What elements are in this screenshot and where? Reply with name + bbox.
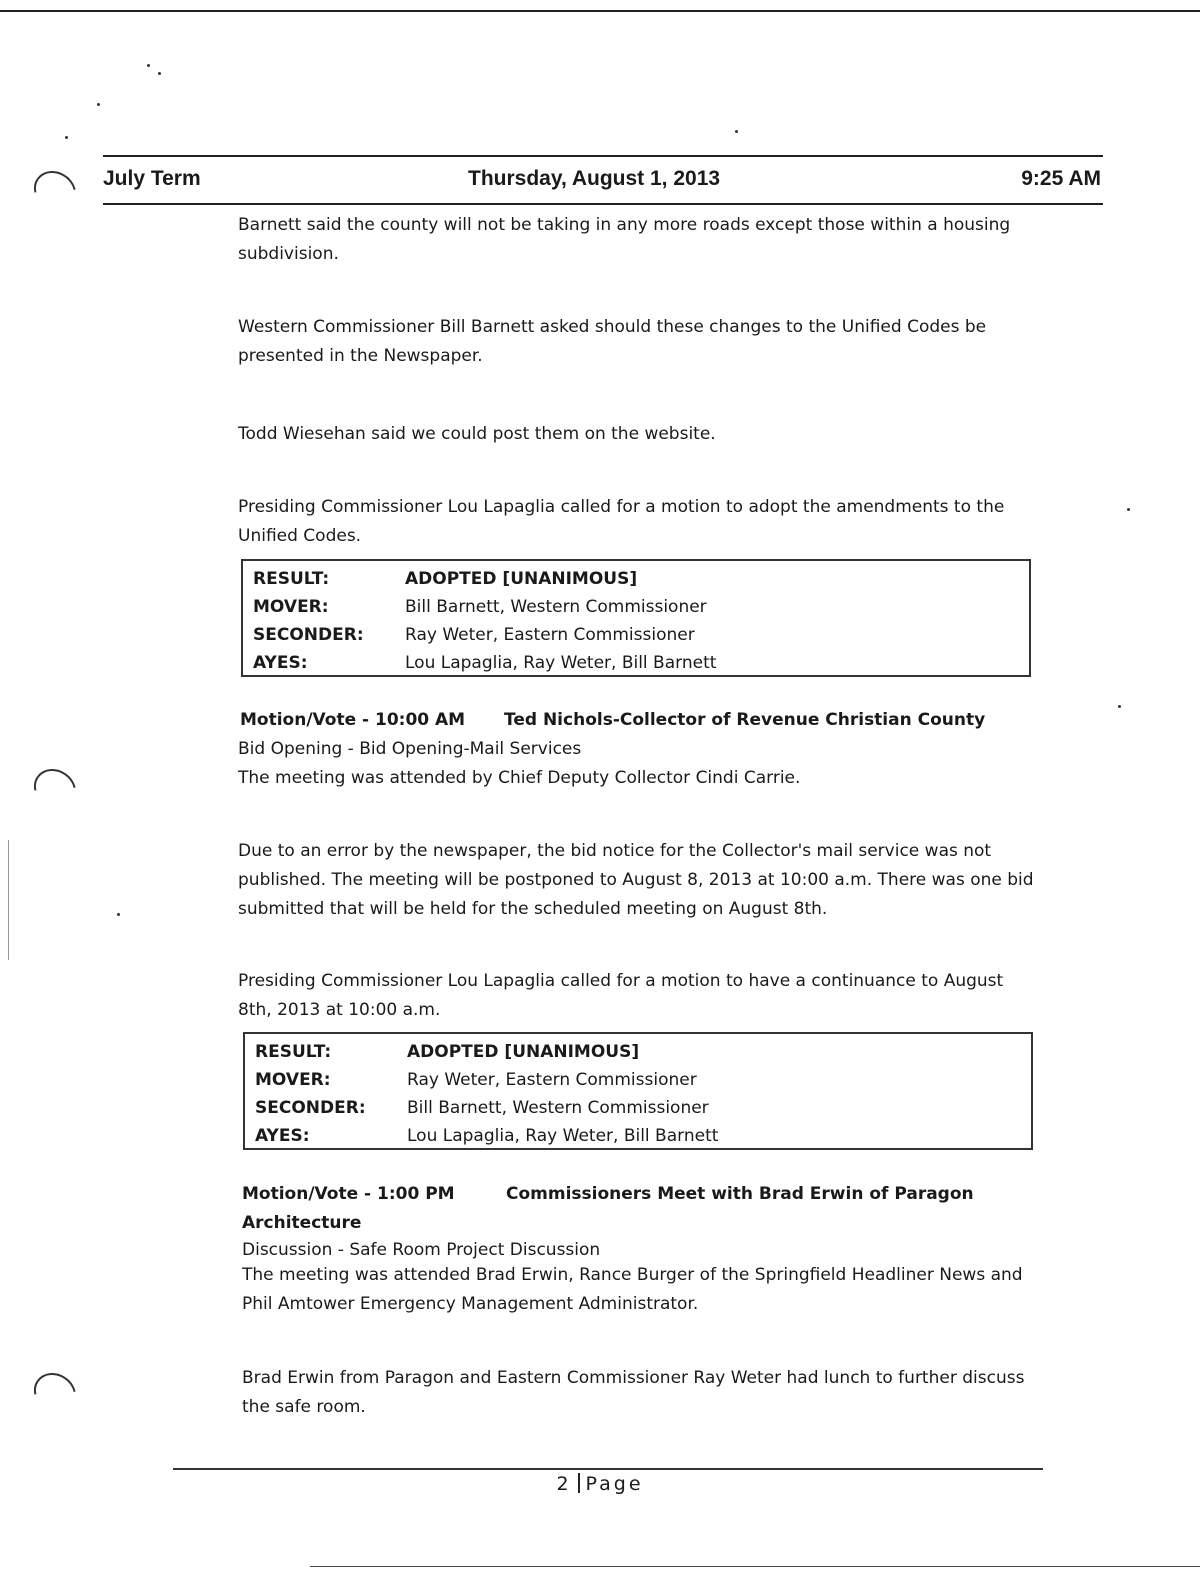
paragraph-roads: Barnett said the county will not be taking in any more roads except those within a housing subdivision. <box>238 215 1011 264</box>
scan-speck <box>97 103 100 106</box>
mover-label: MOVER: <box>255 1070 331 1090</box>
paragraph-website: Todd Wiesehan said we could post them on the website. <box>238 424 716 444</box>
ayes-value: Lou Lapaglia, Ray Weter, Bill Barnett <box>407 1126 719 1146</box>
scan-speck <box>735 130 738 133</box>
scan-speck <box>158 72 161 75</box>
page-word: Page <box>585 1473 644 1495</box>
result-value: ADOPTED [UNANIMOUS] <box>405 569 638 589</box>
scan-speck <box>147 64 150 67</box>
result-label: RESULT: <box>255 1042 332 1062</box>
seconder-value: Bill Barnett, Western Commissioner <box>407 1098 709 1118</box>
agenda-item-detail: Discussion - Safe Room Project Discussion <box>242 1240 601 1260</box>
punch-hole <box>26 1365 84 1421</box>
punch-hole <box>26 761 84 817</box>
paragraph-motion-continuance: Presiding Commissioner Lou Lapaglia called for a motion to have a continuance to August 8th, 2013 at 10:00 a.m. <box>238 971 1004 1020</box>
ayes-label: AYES: <box>253 653 308 673</box>
agenda-item-type-time: Motion/Vote - 10:00 AM <box>240 710 466 730</box>
page-header <box>103 155 1103 205</box>
scan-speck <box>117 913 120 916</box>
mover-value: Bill Barnett, Western Commissioner <box>405 597 707 617</box>
paragraph-attendance-collector: The meeting was attended by Chief Deputy Collector Cindi Carrie. <box>238 768 801 788</box>
scan-speck <box>65 136 68 139</box>
header-time: 9:25 AM <box>1021 167 1101 190</box>
paragraph-newspaper-error: Due to an error by the newspaper, the bid notice for the Collector's mail service was not published. The meeting will be postponed to August 8, 2013 at 10:00 a.m. There was one bid submitted that will be held for the scheduled meeting on August 8th. <box>238 841 1034 919</box>
agenda-item-title-continued: Architecture <box>242 1213 362 1233</box>
seconder-label: SECONDER: <box>255 1098 366 1118</box>
page-number: 2 <box>556 1473 572 1495</box>
scan-speck <box>1118 705 1121 708</box>
seconder-label: SECONDER: <box>253 625 364 645</box>
mover-label: MOVER: <box>253 597 329 617</box>
agenda-item-title: Ted Nichols-Collector of Revenue Christian County <box>504 710 986 730</box>
footer-rule <box>173 1468 1043 1470</box>
scan-speck <box>1127 508 1130 511</box>
paragraph-attendance-paragon: The meeting was attended Brad Erwin, Rance Burger of the Springfield Headliner News and Phil Amtower Emergency Management Administrator. <box>242 1265 1023 1314</box>
result-value: ADOPTED [UNANIMOUS] <box>407 1042 640 1062</box>
page-separator <box>578 1473 580 1493</box>
vote-result-box <box>241 559 1031 677</box>
ayes-value: Lou Lapaglia, Ray Weter, Bill Barnett <box>405 653 717 673</box>
agenda-item-detail: Bid Opening - Bid Opening-Mail Services <box>238 739 582 759</box>
top-rule <box>0 10 1200 12</box>
agenda-item-type-time: Motion/Vote - 1:00 PM <box>242 1184 455 1204</box>
result-label: RESULT: <box>253 569 330 589</box>
bottom-rule <box>310 1566 1200 1567</box>
header-date: Thursday, August 1, 2013 <box>468 167 721 190</box>
paragraph-lunch: Brad Erwin from Paragon and Eastern Commissioner Ray Weter had lunch to further discuss the safe room. <box>242 1368 1025 1417</box>
paragraph-newspaper-question: Western Commissioner Bill Barnett asked should these changes to the Unified Codes be presented in the Newspaper. <box>238 317 987 366</box>
paragraph-motion-codes: Presiding Commissioner Lou Lapaglia called for a motion to adopt the amendments to the Unified Codes. <box>238 497 1005 546</box>
mover-value: Ray Weter, Eastern Commissioner <box>407 1070 697 1090</box>
scan-edge-mark <box>8 840 9 960</box>
vote-result-box <box>243 1032 1033 1150</box>
agenda-item-title: Commissioners Meet with Brad Erwin of Paragon <box>506 1184 974 1204</box>
ayes-label: AYES: <box>255 1126 310 1146</box>
header-term: July Term <box>103 167 201 190</box>
seconder-value: Ray Weter, Eastern Commissioner <box>405 625 695 645</box>
page-footer <box>0 1473 1200 1495</box>
punch-hole <box>26 163 84 219</box>
